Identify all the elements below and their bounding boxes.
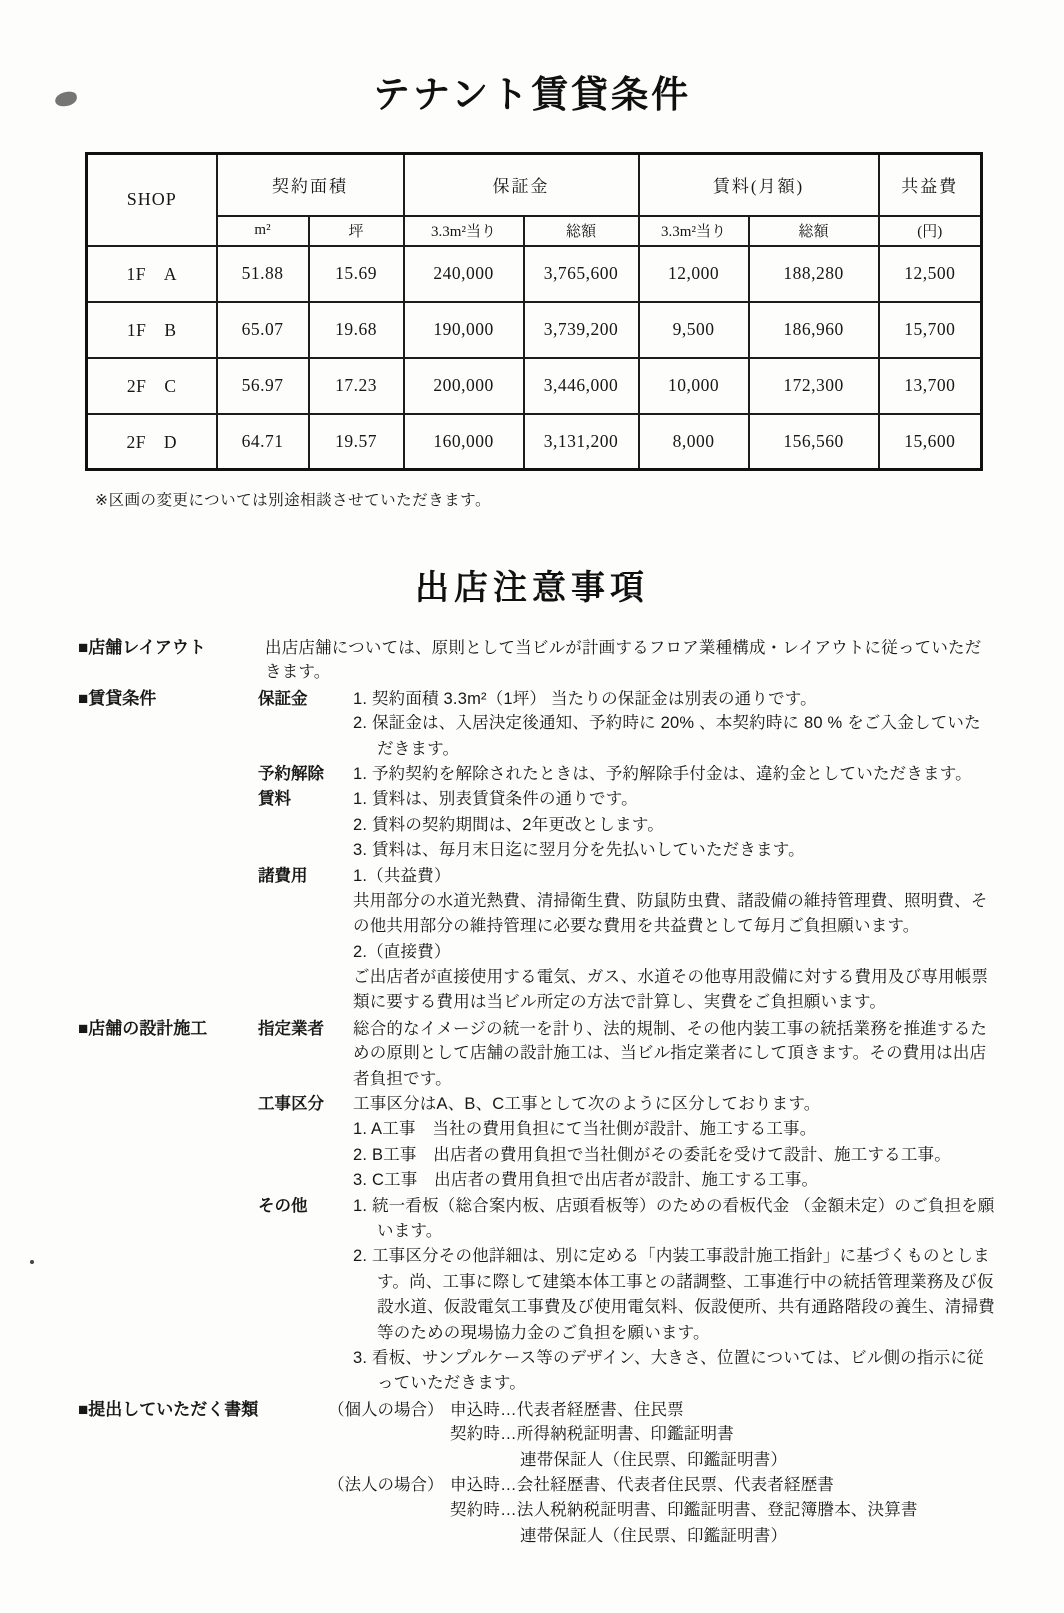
table-sub-header-row bbox=[87, 216, 982, 246]
value-cell: 3,765,600 bbox=[524, 246, 639, 302]
doc-text: 契約時…法人税納税証明書、印鑑証明書、登記簿謄本、決算書 bbox=[450, 1501, 918, 1520]
note-text: す。尚、工事に際して建築本体工事との諸調整、工事進行中の統括管理業務及び仮 bbox=[377, 1272, 994, 1291]
note-text: 1. 予約契約を解除されたときは、予約解除手付金は、違約金としていただきます。 bbox=[353, 764, 972, 783]
table-row bbox=[87, 358, 982, 414]
note-text: だきます。 bbox=[377, 739, 460, 758]
subheader-deposit-total: 総額 bbox=[524, 216, 639, 246]
note-text: の他共用部分の維持管理に必要な費用を共益費として毎月ご負担願います。 bbox=[353, 917, 920, 936]
note-text: きます。 bbox=[265, 663, 331, 682]
subheader-deposit-per-unit: 3.3m²当り bbox=[404, 216, 524, 246]
value-cell: 188,280 bbox=[749, 246, 879, 302]
header-deposit: 保証金 bbox=[404, 154, 639, 216]
value-cell: 15,600 bbox=[879, 414, 982, 470]
note-text: 設水道、仮設電気工事費及び使用電気料、仮設便所、共有通路階段の養生、清掃費 bbox=[377, 1298, 995, 1317]
value-cell: 51.88 bbox=[217, 246, 309, 302]
value-cell: 13,700 bbox=[879, 358, 982, 414]
subheader-rent-total: 総額 bbox=[749, 216, 879, 246]
value-cell: 172,300 bbox=[749, 358, 879, 414]
doc-text: 連帯保証人（住民票、印鑑証明書） bbox=[520, 1526, 788, 1545]
value-cell: 64.71 bbox=[217, 414, 309, 470]
value-cell: 10,000 bbox=[639, 358, 749, 414]
note-text: 1. 契約面積 3.3m²（1坪） 当たりの保証金は別表の通りです。 bbox=[353, 689, 817, 708]
doc-text: 連帯保証人（住民票、印鑑証明書） bbox=[520, 1450, 788, 1469]
note-text: 1. 統一看板（総合案内板、店頭看板等）のための看板代金 （金額未定）のご負担を願 bbox=[353, 1196, 995, 1215]
note-text: 2. 賃料の契約期間は、2年更改とします。 bbox=[353, 815, 664, 834]
header-monthly-rent: 賃料(月額) bbox=[639, 154, 879, 216]
note-text: 総合的なイメージの統一を計り、法的規制、その他内装工事の統括業務を推進するた bbox=[353, 1019, 988, 1038]
note-label: 保証金 bbox=[258, 689, 308, 708]
value-cell: 190,000 bbox=[404, 302, 524, 358]
value-cell: 160,000 bbox=[404, 414, 524, 470]
notes-section bbox=[78, 635, 1064, 1549]
note-label: 工事区分 bbox=[258, 1095, 324, 1114]
shop-cell: 2F D bbox=[87, 414, 217, 470]
note-text: 3. 看板、サンプルケース等のデザイン、大きさ、位置については、ビル側の指示に従 bbox=[353, 1348, 984, 1367]
table-footnote: ※区画の変更については別途相談させていただきます。 bbox=[95, 492, 491, 509]
value-cell: 56.97 bbox=[217, 358, 309, 414]
value-cell: 3,131,200 bbox=[524, 414, 639, 470]
value-cell: 3,739,200 bbox=[524, 302, 639, 358]
note-heading: ■賃貸条件 bbox=[78, 688, 157, 708]
subheader-rent-per-unit: 3.3m²当り bbox=[639, 216, 749, 246]
note-text: います。 bbox=[377, 1221, 443, 1240]
note-text: 1.（共益費） bbox=[353, 866, 451, 885]
doc-text: 契約時…所得納税証明書、印鑑証明書 bbox=[450, 1425, 734, 1444]
subheader-sqm: m² bbox=[217, 216, 309, 246]
note-text: 3. C工事 出店者の費用負担で出店者が設計、施工する工事。 bbox=[353, 1171, 819, 1190]
note-text: 1. 賃料は、別表賃貸条件の通りです。 bbox=[353, 790, 638, 809]
value-cell: 15,700 bbox=[879, 302, 982, 358]
note-text: ご出店者が直接使用する電気、ガス、水道その他専用設備に対する費用及び専用帳票 bbox=[353, 968, 989, 987]
note-text: 2. B工事 出店者の費用負担で当社側がその委託を受けて設計、施工する工事。 bbox=[353, 1145, 951, 1164]
note-text: めの原則として店舗の設計施工は、当ビル指定業者にして頂きます。その費用は出店 bbox=[353, 1044, 987, 1063]
value-cell: 9,500 bbox=[639, 302, 749, 358]
value-cell: 19.68 bbox=[309, 302, 404, 358]
note-label: その他 bbox=[258, 1196, 308, 1215]
value-cell: 19.57 bbox=[309, 414, 404, 470]
note-label: 指定業者 bbox=[258, 1019, 324, 1038]
doc-text: 申込時…会社経歴書、代表者住民票、代表者経歴書 bbox=[450, 1475, 835, 1494]
header-shop: SHOP bbox=[87, 154, 217, 246]
page-title: テナント賃貸条件 bbox=[372, 74, 692, 115]
note-text: 等のための現場協力金のご負担を願います。 bbox=[377, 1323, 710, 1342]
header-contract-area: 契約面積 bbox=[217, 154, 404, 216]
note-label: 予約解除 bbox=[258, 764, 324, 783]
value-cell: 12,500 bbox=[879, 246, 982, 302]
value-cell: 65.07 bbox=[217, 302, 309, 358]
note-text: 2.（直接費） bbox=[353, 942, 451, 961]
value-cell: 156,560 bbox=[749, 414, 879, 470]
note-text: 1. A工事 当社の費用負担にて当社側が設計、施工する工事。 bbox=[353, 1120, 817, 1139]
value-cell: 186,960 bbox=[749, 302, 879, 358]
note-label: 諸費用 bbox=[258, 866, 308, 885]
value-cell: 3,446,000 bbox=[524, 358, 639, 414]
value-cell: 200,000 bbox=[404, 358, 524, 414]
doc-case-label: （法人の場合） bbox=[328, 1475, 444, 1494]
note-text: 類に要する費用は当ビル所定の方法で計算し、実費をご負担願います。 bbox=[353, 993, 887, 1012]
header-common-fee: 共益費 bbox=[879, 154, 982, 216]
note-text: 2. 保証金は、入居決定後通知、予約時に 20% 、本契約時に 80 % をご入金していた bbox=[353, 714, 981, 733]
value-cell: 8,000 bbox=[639, 414, 749, 470]
table-row bbox=[87, 246, 982, 302]
note-text: 者負担です。 bbox=[353, 1069, 452, 1088]
value-cell: 17.23 bbox=[309, 358, 404, 414]
note-text: 工事区分はA、B、C工事として次のように区分しております。 bbox=[353, 1095, 821, 1114]
note-text: 共用部分の水道光熱費、清掃衛生費、防鼠防虫費、諸設備の維持管理費、照明費、そ bbox=[353, 891, 988, 910]
note-text: 2. 工事区分その他詳細は、別に定める「内装工事設計施工指針」に基づくものとしま bbox=[353, 1247, 990, 1266]
scanned-document-page bbox=[0, 64, 1064, 1613]
value-cell: 15.69 bbox=[309, 246, 404, 302]
table-group-header-row bbox=[87, 154, 982, 216]
note-text: っていただきます。 bbox=[377, 1374, 526, 1393]
note-heading: ■店舗レイアウト bbox=[78, 638, 206, 657]
shop-cell: 2F C bbox=[87, 358, 217, 414]
shop-cell: 1F B bbox=[87, 302, 217, 358]
table-row bbox=[87, 302, 982, 358]
subheader-fee-yen: (円) bbox=[879, 216, 982, 246]
doc-case-label: （個人の場合） bbox=[328, 1400, 444, 1419]
note-heading: ■店舗の設計施工 bbox=[78, 1018, 208, 1038]
note-label: 賃料 bbox=[258, 790, 291, 809]
table-row bbox=[87, 414, 982, 470]
note-text: 3. 賃料は、毎月末日迄に翌月分を先払いしていただきます。 bbox=[353, 841, 805, 860]
shop-cell: 1F A bbox=[87, 246, 217, 302]
value-cell: 12,000 bbox=[639, 246, 749, 302]
section-title: 出店注意事項 bbox=[415, 569, 649, 607]
doc-text: 申込時…代表者経歴書、住民票 bbox=[450, 1400, 684, 1419]
scan-artifact bbox=[30, 1260, 34, 1264]
value-cell: 240,000 bbox=[404, 246, 524, 302]
subheader-tsubo: 坪 bbox=[309, 216, 404, 246]
lease-conditions-table bbox=[85, 152, 983, 471]
note-text: 出店店舗については、原則として当ビルが計画するフロア業種構成・レイアウトに従っていただ bbox=[265, 639, 982, 657]
note-heading: ■提出していただく書類 bbox=[78, 1399, 259, 1419]
